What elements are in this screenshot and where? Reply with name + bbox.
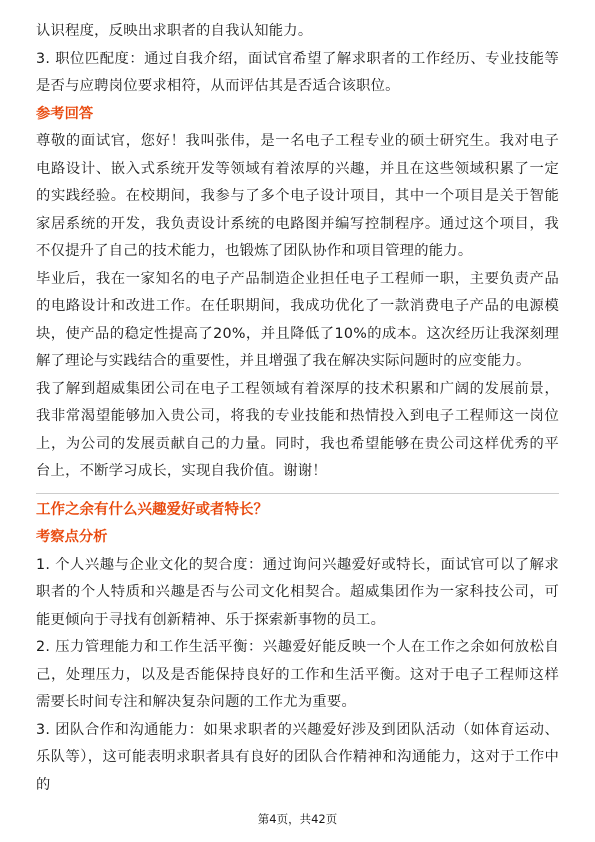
- answer-paragraph-2: 毕业后，我在一家知名的电子产品制造企业担任电子工程师一职，主要负责产品的电路设计和改进工作。在任职期间，我成功优化了一款消费电子产品的电源模块，使产品的稳定性提高了20%，并且降低了10%的成本。这次经历让我深刻理解了理论与实践结合的重要性，并且增强了我在解决实际问题时的应变能力。: [36, 270, 559, 369]
- page-content: [36, 18, 559, 799]
- question-title: 工作之余有什么兴趣爱好或者特长？: [36, 501, 268, 518]
- answer-paragraph-3: 我了解到超威集团公司在电子工程领域有着深厚的技术积累和广阔的发展前景，我非常渴望能够加入贵公司，将我的专业技能和热情投入到电子工程师这一岗位上，为公司的发展贡献自己的力量。同时，我也希望能够在贵公司这样优秀的平台上，不断学习成长，实现自我价值。谢谢！: [36, 380, 559, 479]
- page-number-footer: 第4页，共42页: [257, 812, 338, 826]
- analysis-item-3: 3. 职位匹配度：通过自我介绍，面试官希望了解求职者的工作经历、专业技能等是否与应聘岗位要求相符，从而评估其是否适合该职位。: [36, 50, 559, 94]
- analysis-item-1: 1. 个人兴趣与企业文化的契合度：通过询问兴趣爱好或特长，面试官可以了解求职者的个人特质和兴趣是否与公司文化相契合。超威集团作为一家科技公司，可能更倾向于寻找有创新精神、乐于探索新事物的员工。: [36, 556, 559, 628]
- analysis-heading: 考察点分析: [36, 529, 108, 545]
- answer-heading: 参考回答: [36, 105, 94, 122]
- analysis-item-2: 2. 压力管理能力和工作生活平衡：兴趣爱好能反映一个人在工作之余如何放松自己，处理压力，以及是否能保持良好的工作和生活平衡。这对于电子工程师这样需要长时间专注和解决复杂问题的工作尤为重要。: [36, 639, 559, 710]
- answer-paragraph-1: 尊敬的面试官，您好！我叫张伟，是一名电子工程专业的硕士研究生。我对电子电路设计、嵌入式系统开发等领域有着浓厚的兴趣，并且在这些领域积累了一定的实践经验。在校期间，我参与了多个电子设计项目，其中一个项目是关于智能家居系统的开发，我负责设计系统的电路图并编写控制程序。通过这个项目，我不仅提升了自己的技术能力，也锻炼了团队协作和项目管理的能力。: [36, 133, 559, 259]
- intro-tail-text: 认识程度，反映出求职者的自我认知能力。: [36, 23, 313, 39]
- section-divider: [36, 493, 559, 494]
- analysis-item-3b: 3. 团队合作和沟通能力：如果求职者的兴趣爱好涉及到团队活动（如体育运动、乐队等），这可能表明求职者具有良好的团队合作精神和沟通能力，这对于工作中的: [36, 721, 559, 793]
